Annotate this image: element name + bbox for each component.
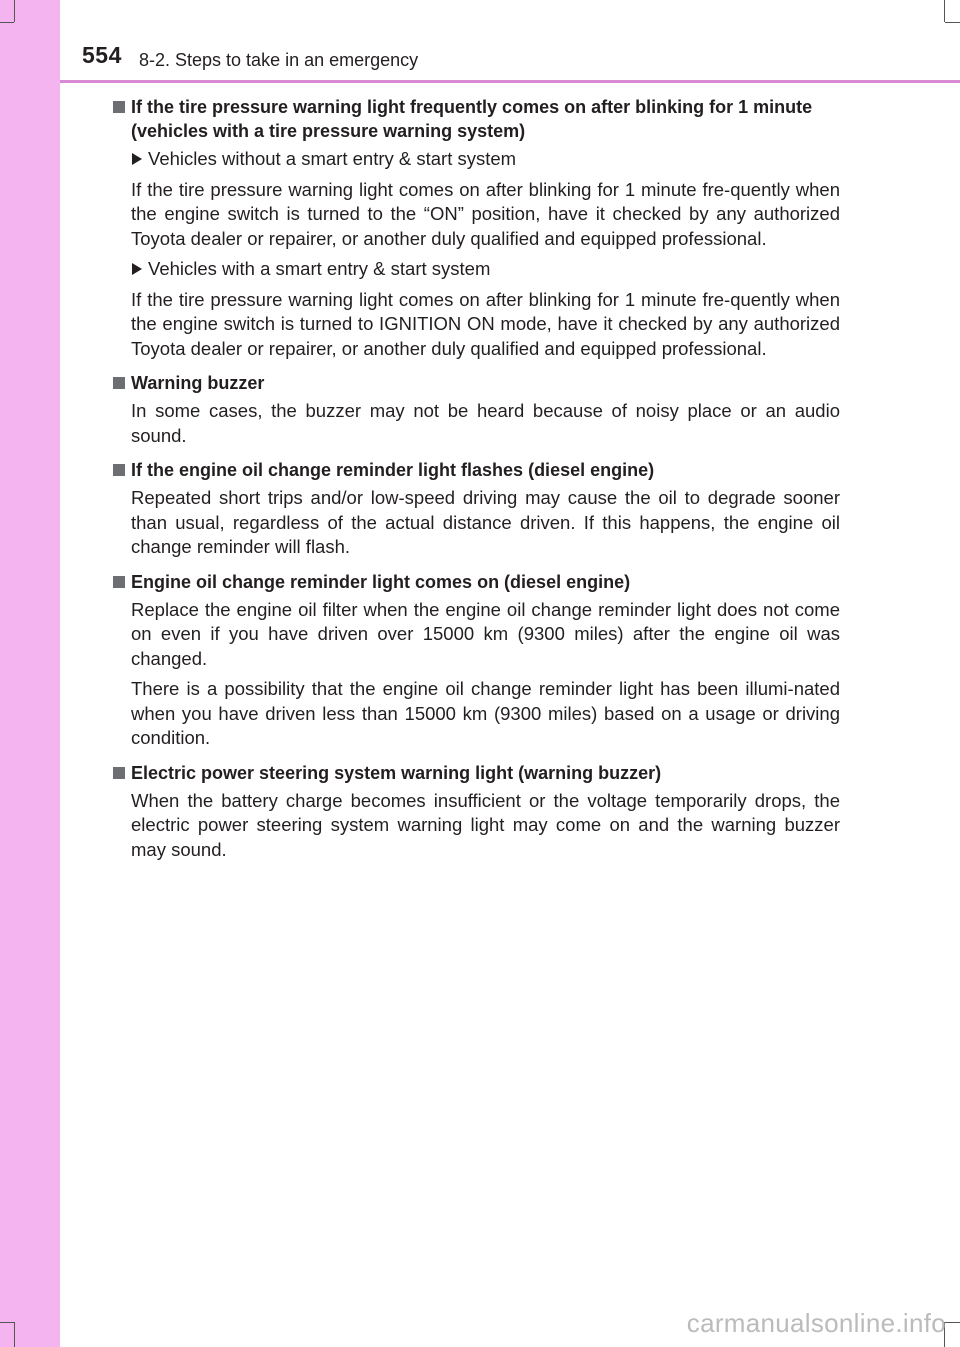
section-heading-text: Warning buzzer xyxy=(131,373,265,393)
section-heading xyxy=(112,761,840,785)
crop-mark xyxy=(14,0,15,22)
section-heading xyxy=(112,371,840,395)
triangle-arrow-icon xyxy=(132,263,142,275)
header-rule xyxy=(60,80,960,83)
section-title: 8-2. Steps to take in an emergency xyxy=(139,50,419,70)
square-bullet-icon xyxy=(113,576,125,588)
subsection-label xyxy=(112,257,840,282)
subsection-label-text: Vehicles without a smart entry & start system xyxy=(148,148,517,169)
crop-mark xyxy=(945,1322,960,1323)
crop-mark xyxy=(14,1322,15,1347)
paragraph: When the battery charge becomes insufficient or the voltage temporarily drops, the electric power steering system warning light may come on and the warning buzzer may sound. xyxy=(131,789,840,860)
paragraph: If the tire pressure warning light comes on after blinking for 1 minute fre-quently when the engine switch is turned to the “ON” position, have it checked by any authorized Toyota dealer or repairer, or another duly qualified and equipped professional. xyxy=(131,178,840,249)
section-heading-text: If the tire pressure warning light frequently comes on after blinking for 1 minute (vehicles with a tire pressure warning system) xyxy=(131,97,813,141)
triangle-arrow-icon xyxy=(132,153,142,165)
section-oil-reminder-on xyxy=(112,570,840,751)
paragraph: In some cases, the buzzer may not be heard because of noisy place or an audio sound. xyxy=(131,400,840,446)
subsection-label xyxy=(112,147,840,172)
page-number: 554 xyxy=(82,42,122,68)
crop-mark xyxy=(0,22,14,23)
section-heading-text: If the engine oil change reminder light flashes (diesel engine) xyxy=(131,460,655,480)
square-bullet-icon xyxy=(113,101,125,113)
section-warning-buzzer xyxy=(112,371,840,448)
section-oil-reminder-flashes xyxy=(112,458,840,560)
section-heading-text: Electric power steering system warning light (warning buzzer) xyxy=(131,762,662,783)
section-heading-text: Engine oil change reminder light comes on (diesel engine) xyxy=(131,571,631,592)
section-power-steering xyxy=(112,761,840,863)
crop-mark xyxy=(944,0,945,22)
paragraph: If the tire pressure warning light comes on after blinking for 1 minute fre-quently when the engine switch is turned to IGNITION ON mode, have it checked by any authorized Toyota dealer or repairer, or another duly qualified and equipped professional. xyxy=(131,288,840,359)
paragraph: Repeated short trips and/or low-speed driving may cause the oil to degrade sooner than usual, regardless of the actual distance driven. If this happens, the engine oil change reminder will flash. xyxy=(131,487,840,557)
watermark: carmanualsonline.info xyxy=(686,1308,946,1338)
section-heading xyxy=(112,458,840,482)
crop-mark xyxy=(945,22,960,23)
crop-mark xyxy=(0,1322,14,1323)
section-tire-pressure xyxy=(112,95,840,361)
paragraph: Replace the engine oil filter when the engine oil change reminder light does not come on even if you have driven over 15000 km (9300 miles) after the engine oil was changed. xyxy=(131,598,840,669)
square-bullet-icon xyxy=(113,767,125,779)
side-color-band xyxy=(0,0,60,1347)
section-heading xyxy=(112,570,840,594)
square-bullet-icon xyxy=(113,464,125,476)
page-content xyxy=(112,95,840,872)
square-bullet-icon xyxy=(113,377,125,389)
section-heading xyxy=(112,95,840,143)
page-header xyxy=(60,0,960,83)
paragraph: There is a possibility that the engine oil change reminder light has been illumi-nated when you have driven less than 15000 km (9300 miles) based on a usage or driving condition. xyxy=(131,678,840,748)
subsection-label-text: Vehicles with a smart entry & start system xyxy=(148,258,491,279)
